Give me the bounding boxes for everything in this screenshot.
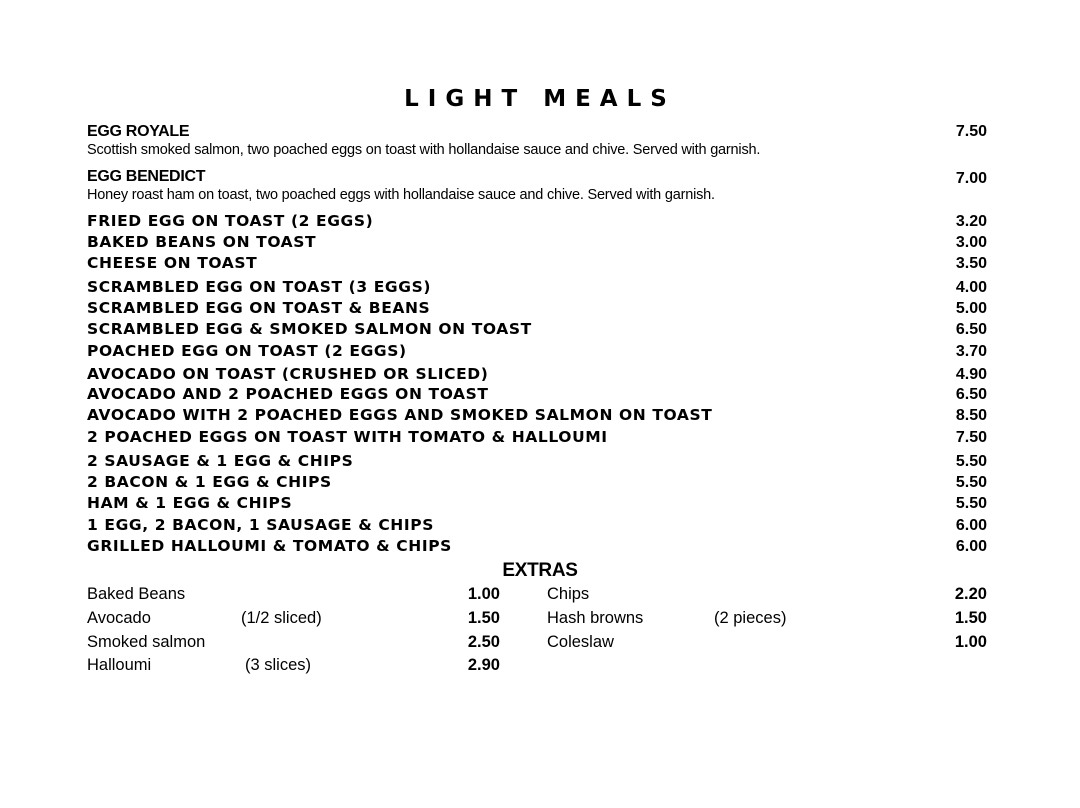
extra-item-note: (1/2 sliced) (241, 609, 322, 627)
extra-item-name: Coleslaw (547, 633, 614, 651)
menu-item-price: 3.50 (955, 255, 987, 272)
menu-item-row (87, 341, 987, 362)
menu-item-price: 6.00 (955, 517, 987, 534)
extra-item-note: (3 slices) (245, 656, 312, 674)
featured-item-name: EGG BENEDICT (87, 168, 206, 185)
menu-item-name: 2 POACHED EGGS ON TOAST WITH TOMATO & HALLOUMI (87, 428, 608, 446)
menu-title: LIGHT MEALS (404, 86, 676, 112)
extra-item-name: Chips (547, 585, 590, 603)
menu-item-price: 3.70 (955, 343, 987, 360)
menu-item-row (87, 232, 987, 253)
menu-item-row (87, 493, 987, 514)
menu-item-name: POACHED EGG ON TOAST (2 EGGS) (87, 342, 407, 360)
menu-item-price: 5.50 (955, 474, 987, 491)
menu-item-row (87, 211, 987, 232)
menu-item-name: HAM & 1 EGG & CHIPS (87, 494, 293, 512)
menu-item-price: 3.00 (955, 234, 987, 251)
menu-item-row (87, 515, 987, 536)
extras-title: EXTRAS (502, 560, 578, 581)
menu-item-row (87, 405, 987, 426)
menu-item-name: SCRAMBLED EGG & SMOKED SALMON ON TOAST (87, 320, 532, 338)
menu-item-name: BAKED BEANS ON TOAST (87, 233, 317, 251)
menu-item-row (87, 472, 987, 493)
menu-item-row (87, 536, 987, 557)
menu-item-row (87, 451, 987, 472)
menu-item-price: 3.20 (955, 213, 987, 230)
menu-item-row (87, 364, 987, 385)
menu-item-name: AVOCADO ON TOAST (CRUSHED OR SLICED) (87, 365, 489, 383)
menu-item-name: 1 EGG, 2 BACON, 1 SAUSAGE & CHIPS (87, 516, 434, 534)
featured-item-price: 7.00 (955, 170, 987, 187)
featured-item-description: Scottish smoked salmon, two poached eggs on toast with hollandaise sauce and chive. Served with garnish. (87, 142, 761, 158)
featured-item-description: Honey roast ham on toast, two poached eggs with hollandaise sauce and chive. Served with garnish. (87, 187, 715, 203)
menu-item-row (87, 277, 987, 298)
menu-item-row (87, 319, 987, 340)
extra-item-name: Hash browns (547, 609, 644, 627)
menu-item-row (87, 298, 987, 319)
menu-item-row (87, 253, 987, 274)
extra-item-price: 2.90 (467, 656, 500, 674)
featured-item-price: 7.50 (955, 123, 987, 140)
extra-item-name: Baked Beans (87, 585, 186, 603)
featured-item-egg-royale (87, 122, 987, 160)
menu-item-name: CHEESE ON TOAST (87, 254, 258, 272)
menu-item-price: 6.00 (955, 538, 987, 555)
menu-item-name: AVOCADO WITH 2 POACHED EGGS AND SMOKED SALMON ON TOAST (87, 406, 713, 424)
extra-item-name: Smoked salmon (87, 633, 206, 651)
extra-item-price: 1.00 (467, 585, 500, 603)
menu-item-row (87, 427, 987, 448)
featured-item-egg-benedict (87, 167, 987, 205)
menu-item-price: 4.00 (955, 279, 987, 296)
extra-item-note: (2 pieces) (714, 609, 787, 627)
extra-item-price: 1.50 (467, 609, 500, 627)
menu-item-row (87, 384, 987, 405)
menu-item-price: 5.00 (955, 300, 987, 317)
menu-item-price: 5.50 (955, 453, 987, 470)
extra-item-name: Halloumi (87, 656, 152, 674)
menu-item-price: 4.90 (955, 366, 987, 383)
menu-item-price: 6.50 (955, 386, 987, 403)
featured-item-name: EGG ROYALE (87, 123, 190, 140)
menu-item-name: GRILLED HALLOUMI & TOMATO & CHIPS (87, 537, 452, 555)
extra-item-price: 2.50 (467, 633, 500, 651)
extra-item-price: 2.20 (954, 585, 987, 603)
menu-item-price: 8.50 (955, 407, 987, 424)
menu-item-name: AVOCADO AND 2 POACHED EGGS ON TOAST (87, 385, 489, 403)
extra-item-price: 1.00 (954, 633, 987, 651)
menu-item-price: 7.50 (955, 429, 987, 446)
menu-item-name: 2 SAUSAGE & 1 EGG & CHIPS (87, 452, 354, 470)
menu-item-price: 6.50 (955, 321, 987, 338)
menu-item-price: 5.50 (955, 495, 987, 512)
menu-item-name: SCRAMBLED EGG ON TOAST (3 EGGS) (87, 278, 432, 296)
menu-item-name: SCRAMBLED EGG ON TOAST & BEANS (87, 299, 431, 317)
menu-item-name: 2 BACON & 1 EGG & CHIPS (87, 473, 332, 491)
extra-item-price: 1.50 (954, 609, 987, 627)
extra-item-name: Avocado (87, 609, 151, 627)
menu-item-name: FRIED EGG ON TOAST (2 EGGS) (87, 212, 374, 230)
